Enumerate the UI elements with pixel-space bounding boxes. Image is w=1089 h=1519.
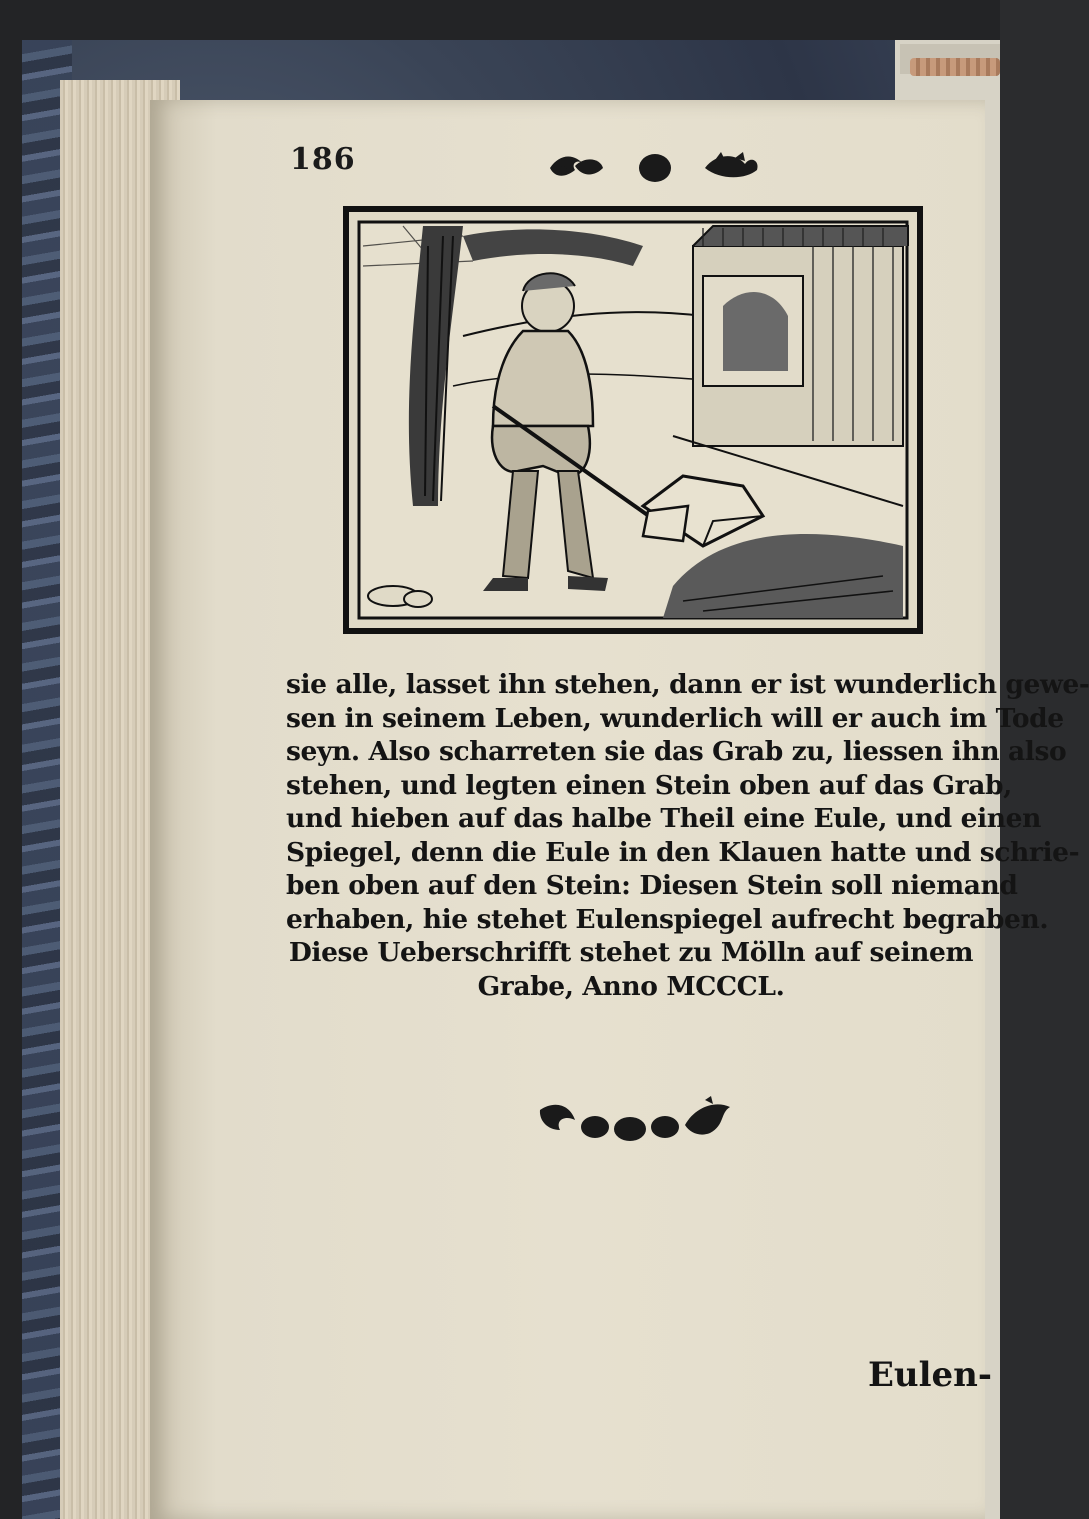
inscription-line: Grabe, Anno MCCCL.	[477, 970, 785, 1002]
fleuron-tailpiece-ornament	[535, 1095, 735, 1145]
text-line: stehen, und legten einen Stein oben auf das Grab,	[286, 769, 1012, 801]
inscription-line: Diese Ueberschrifft stehet zu Mölln auf seinem	[288, 937, 974, 968]
text-line: erhaben, hie stehet Eulenspiegel aufrecht begraben.	[286, 903, 1049, 935]
woodcut-illustration	[343, 206, 923, 634]
body-text	[286, 668, 1089, 1003]
text-line: und hieben auf das halbe Theil eine Eule, und einen	[286, 803, 1041, 834]
catchword: Eulen-	[868, 1355, 993, 1395]
text-line: ben oben auf den Stein: Diesen Stein soll niemand	[286, 870, 1018, 901]
bookmark-ribbon	[910, 58, 1000, 76]
page-number: 186	[290, 142, 356, 177]
text-line: Spiegel, denn die Eule in den Klauen hatte und schrie-	[286, 836, 1080, 868]
text-line: sen in seinem Leben, wunderlich will er auch im Tode	[286, 702, 1064, 734]
fleuron-header-ornament	[545, 148, 765, 188]
text-line: seyn. Also scharreten sie das Grab zu, liessen ihn also	[286, 736, 1067, 767]
text-line: sie alle, lasset ihn stehen, dann er ist wunderlich gewe-	[286, 669, 1089, 700]
